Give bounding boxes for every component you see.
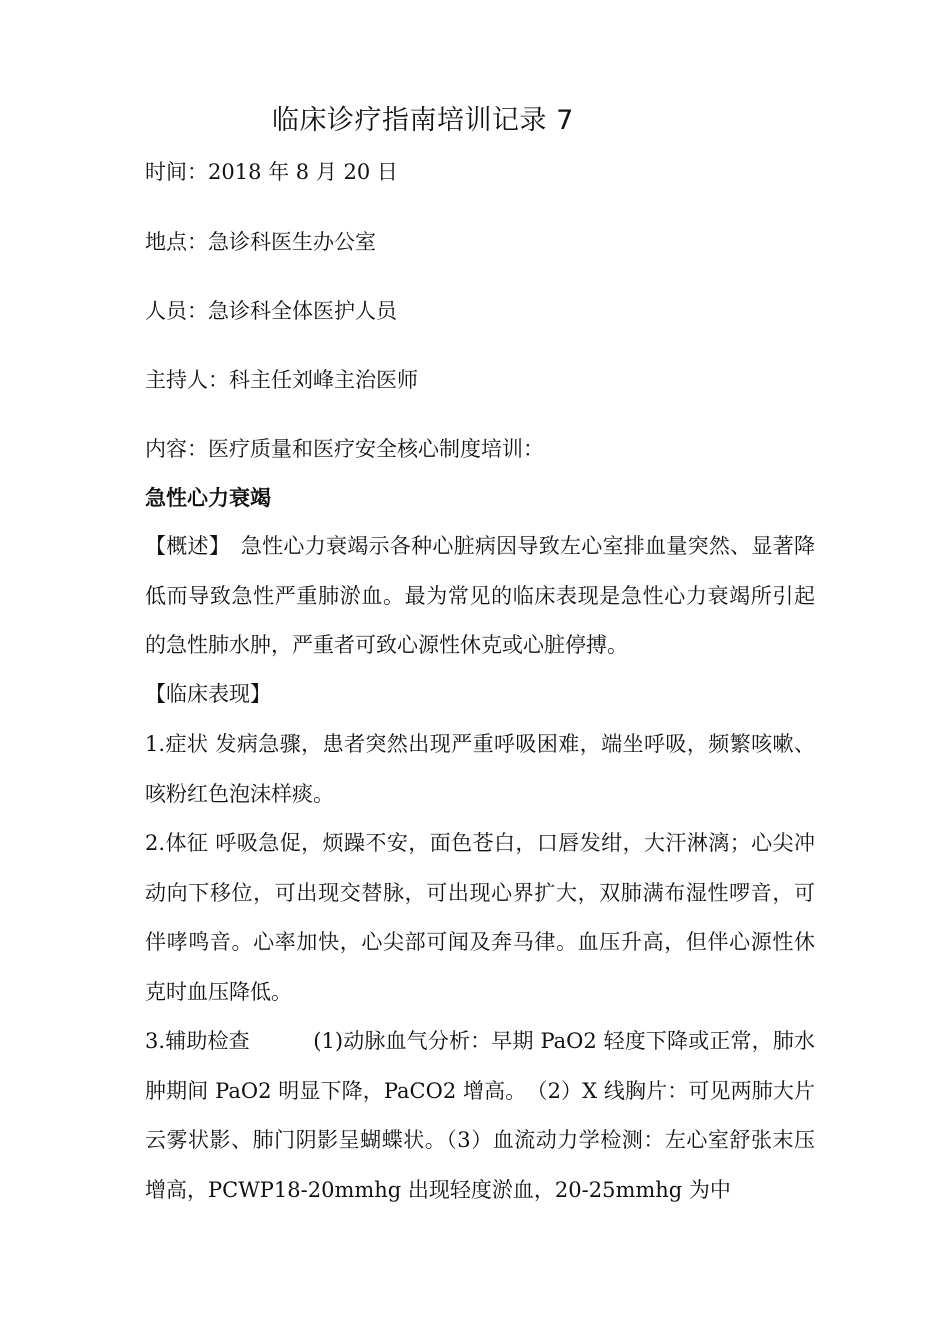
clinical-heading: 【临床表现】 <box>145 682 271 706</box>
meeting-host: 主持人：科主任刘峰主治医师 <box>145 368 418 392</box>
meeting-place: 地点：急诊科医生办公室 <box>145 230 376 254</box>
signs-paragraph: 2.体征 呼吸急促，烦躁不安，面色苍白，口唇发绀，大汗淋漓；心尖冲动向下移位，可出现交替脉，可出现心界扩大，双肺满布湿性啰音，可伴哮鸣音。心率加快，心尖部可闻及奔马律。血压升高，但伴心源性休克时血压降低。 <box>145 831 815 1004</box>
meeting-time: 时间：2018 年 8 月 20 日 <box>145 160 398 184</box>
exam-paragraph: 3.辅助检查 (1)动脉血气分析：早期 PaO2 轻度下降或正常，肺水肿期间 PaO2 明显下降，PaCO2 增高。 （2）X 线胸片：可见两肺大片云雾状影、肺门阴影呈蝴蝶状。（3）血流动力学检测：左心室舒张末压增高，PCWP18-20mmhg 出现轻度淤血，20-25mmhg 为中 <box>145 1029 815 1202</box>
meeting-attendees: 人员：急诊科全体医护人员 <box>145 299 397 323</box>
section-heading: 急性心力衰竭 <box>145 486 271 510</box>
document-title: 临床诊疗指南培训记录 7 <box>272 105 574 136</box>
symptoms-paragraph: 1.症状 发病急骤，患者突然出现严重呼吸困难，端坐呼吸，频繁咳嗽、咳粉红色泡沫样痰。 <box>145 732 815 806</box>
overview-paragraph: 【概述】 急性心力衰竭示各种心脏病因导致左心室排血量突然、显著降低而导致急性严重肺淤血。最为常见的临床表现是急性心力衰竭所引起的急性肺水肿，严重者可致心源性休克或心脏停搏。 <box>145 534 815 657</box>
meeting-content: 内容：医疗质量和医疗安全核心制度培训： <box>145 437 544 461</box>
